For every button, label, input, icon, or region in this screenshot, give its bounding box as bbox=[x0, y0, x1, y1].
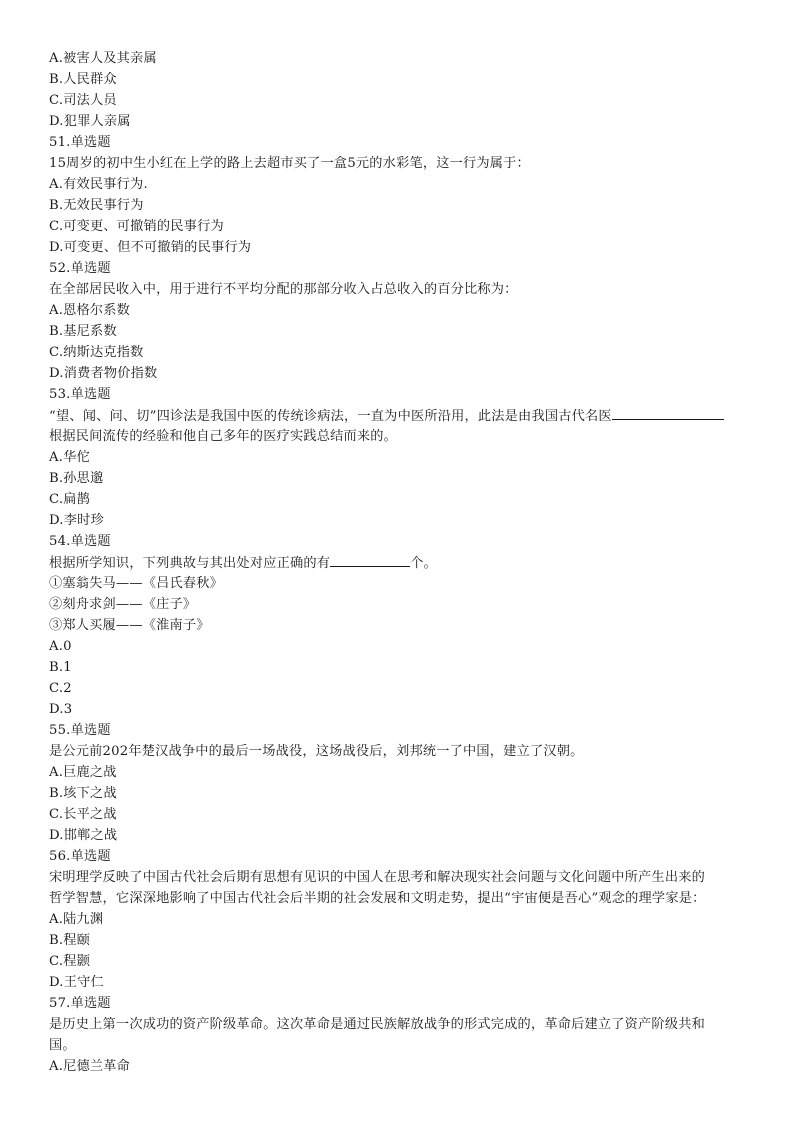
text-line bbox=[49, 699, 760, 720]
line-text: 57.单选题 bbox=[49, 996, 111, 1011]
text-line bbox=[49, 1035, 760, 1056]
text-line bbox=[49, 69, 760, 90]
line-text: D.邯郸之战 bbox=[49, 828, 118, 843]
text-line bbox=[49, 657, 760, 678]
text-line bbox=[49, 993, 760, 1014]
line-text: D.王守仁 bbox=[49, 975, 104, 990]
line-text: B.人民群众 bbox=[49, 72, 117, 87]
text-line bbox=[49, 888, 760, 909]
line-text: 55.单选题 bbox=[49, 723, 111, 738]
line-text: C.可变更、可撤销的民事行为 bbox=[49, 219, 224, 234]
text-line bbox=[49, 90, 760, 111]
text-line bbox=[49, 321, 760, 342]
text-line bbox=[49, 951, 760, 972]
line-text: C.司法人员 bbox=[49, 93, 117, 108]
text-line bbox=[49, 258, 760, 279]
text-line bbox=[49, 783, 760, 804]
line-text: D.李时珍 bbox=[49, 513, 104, 528]
line-text: B.孙思邈 bbox=[49, 471, 104, 486]
line-text: ③郑人买履——《淮南子》 bbox=[49, 618, 210, 633]
line-text: C.扁鹊 bbox=[49, 492, 90, 507]
text-line bbox=[49, 132, 760, 153]
text-line bbox=[49, 615, 760, 636]
line-text: D.犯罪人亲属 bbox=[49, 114, 131, 129]
text-line bbox=[49, 111, 760, 132]
line-text-after-blank: 个。 bbox=[410, 556, 437, 571]
line-text: A.被害人及其亲属 bbox=[49, 51, 157, 66]
text-line bbox=[49, 930, 760, 951]
text-line bbox=[49, 216, 760, 237]
line-text: 15周岁的初中生小红在上学的路上去超市买了一盒5元的水彩笔，这一行为属于： bbox=[49, 156, 530, 171]
line-text: 在全部居民收入中，用于进行不平均分配的那部分收入占总收入的百分比称为： bbox=[49, 282, 518, 297]
text-line bbox=[49, 342, 760, 363]
text-line bbox=[49, 552, 760, 573]
line-text: 宋明理学反映了中国古代社会后期有思想有见识的中国人在思考和解决现实社会问题与文化问题中所产生出来的 bbox=[49, 870, 705, 885]
text-line bbox=[49, 384, 760, 405]
text-line bbox=[49, 972, 760, 993]
text-line bbox=[49, 174, 760, 195]
line-text: 54.单选题 bbox=[49, 534, 111, 549]
text-line bbox=[49, 405, 760, 426]
text-line bbox=[49, 531, 760, 552]
text-line bbox=[49, 678, 760, 699]
text-line bbox=[49, 573, 760, 594]
line-text: “望、闻、问、切”四诊法是我国中医的传统诊病法，一直为中医所沿用，此法是由我国古代名医 bbox=[49, 409, 612, 424]
line-text: D.消费者物价指数 bbox=[49, 366, 158, 381]
line-text: D.可变更、但不可撤销的民事行为 bbox=[49, 240, 252, 255]
line-text: B.程颐 bbox=[49, 933, 91, 948]
line-text: 根据所学知识，下列典故与其出处对应正确的有 bbox=[49, 556, 331, 571]
line-text: B.垓下之战 bbox=[49, 786, 117, 801]
text-line bbox=[49, 237, 760, 258]
text-line bbox=[49, 867, 760, 888]
line-text: A.陆九渊 bbox=[49, 912, 104, 927]
text-line bbox=[49, 153, 760, 174]
line-text: 53.单选题 bbox=[49, 387, 111, 402]
text-line bbox=[49, 426, 760, 447]
line-text: C.长平之战 bbox=[49, 807, 117, 822]
text-line bbox=[49, 636, 760, 657]
line-text: 根据民间流传的经验和他自己多年的医疗实践总结而来的。 bbox=[49, 429, 398, 444]
line-text: B.1 bbox=[49, 660, 72, 675]
line-text: B.基尼系数 bbox=[49, 324, 117, 339]
line-text: A.恩格尔系数 bbox=[49, 303, 131, 318]
text-line bbox=[49, 468, 760, 489]
line-text: 是历史上第一次成功的资产阶级革命。这次革命是通过民族解放战争的形式完成的，革命后建立了资产阶级共和 bbox=[49, 1017, 705, 1032]
line-text: 51.单选题 bbox=[49, 135, 111, 150]
text-line bbox=[49, 363, 760, 384]
line-text: A.0 bbox=[49, 639, 72, 654]
text-line bbox=[49, 594, 760, 615]
text-line bbox=[49, 720, 760, 741]
text-line bbox=[49, 48, 760, 69]
line-text: C.程颢 bbox=[49, 954, 90, 969]
line-text: ①塞翁失马——《吕氏春秋》 bbox=[49, 576, 224, 591]
line-text: A.有效民事行为. bbox=[49, 177, 148, 192]
text-line bbox=[49, 846, 760, 867]
text-line bbox=[49, 510, 760, 531]
line-text: C.纳斯达克指数 bbox=[49, 345, 144, 360]
text-line bbox=[49, 825, 760, 846]
line-text: 52.单选题 bbox=[49, 261, 111, 276]
text-line bbox=[49, 300, 760, 321]
text-line bbox=[49, 195, 760, 216]
text-line bbox=[49, 909, 760, 930]
text-line bbox=[49, 489, 760, 510]
line-text: ②刻舟求剑——《庄子》 bbox=[49, 597, 197, 612]
text-line bbox=[49, 1056, 760, 1077]
line-text: 哲学智慧，它深深地影响了中国古代社会后半期的社会发展和文明走势，提出“宇宙便是吾心”观念的理学家是： bbox=[49, 891, 706, 906]
line-text: C.2 bbox=[49, 681, 72, 696]
text-line bbox=[49, 804, 760, 825]
fill-in-blank bbox=[612, 405, 724, 420]
line-text: A.尼德兰革命 bbox=[49, 1059, 131, 1074]
line-text: D.3 bbox=[49, 702, 73, 717]
line-text: 是公元前202年楚汉战争中的最后一场战役，这场战役后，刘邦统一了中国，建立了汉朝。 bbox=[49, 744, 584, 759]
text-line bbox=[49, 762, 760, 783]
fill-in-blank bbox=[330, 552, 410, 567]
line-text: A.华佗 bbox=[49, 450, 90, 465]
line-text: A.巨鹿之战 bbox=[49, 765, 117, 780]
text-line bbox=[49, 741, 760, 762]
text-line bbox=[49, 1014, 760, 1035]
text-line bbox=[49, 447, 760, 468]
line-text: 56.单选题 bbox=[49, 849, 111, 864]
line-text: 国。 bbox=[49, 1038, 76, 1053]
line-text: B.无效民事行为 bbox=[49, 198, 144, 213]
text-line bbox=[49, 279, 760, 300]
